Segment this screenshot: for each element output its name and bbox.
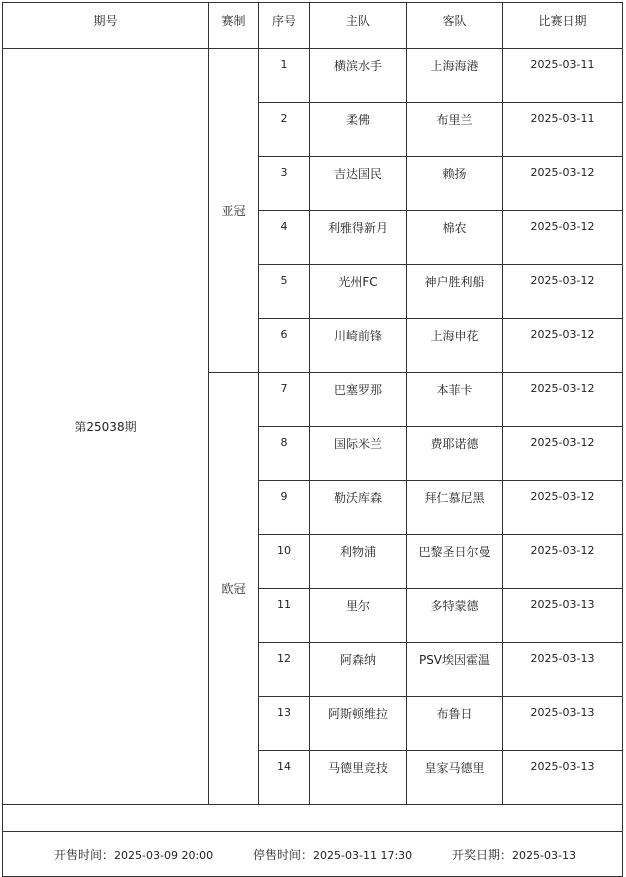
seq-cell: 10	[259, 535, 310, 589]
seq-cell: 7	[259, 373, 310, 427]
date-cell: 2025-03-13	[503, 589, 623, 643]
away-team-cell: 上海申花	[407, 319, 503, 373]
sale-start-label: 开售时间：	[54, 847, 115, 862]
away-team-cell: 棉农	[407, 211, 503, 265]
sale-start	[54, 846, 213, 863]
home-team-cell: 光州FC	[310, 265, 407, 319]
date-cell: 2025-03-12	[503, 535, 623, 589]
sale-stop-label: 停售时间：	[253, 847, 314, 862]
home-team-cell: 国际米兰	[310, 427, 407, 481]
sale-start-value: 2025-03-09 20:00	[114, 848, 214, 862]
competition-cell: 亚冠	[209, 49, 259, 373]
away-team-cell: 本菲卡	[407, 373, 503, 427]
date-cell: 2025-03-12	[503, 481, 623, 535]
header-period: 期号	[3, 3, 209, 49]
home-team-cell: 勒沃库森	[310, 481, 407, 535]
date-cell: 2025-03-12	[503, 427, 623, 481]
away-team-cell: 上海海港	[407, 49, 503, 103]
match-body	[3, 49, 623, 877]
seq-cell: 14	[259, 751, 310, 805]
date-cell: 2025-03-11	[503, 103, 623, 157]
home-team-cell: 柔佛	[310, 103, 407, 157]
away-team-cell: 赖扬	[407, 157, 503, 211]
home-team-cell: 利物浦	[310, 535, 407, 589]
home-team-cell: 阿森纳	[310, 643, 407, 697]
seq-cell: 4	[259, 211, 310, 265]
footer-row	[3, 832, 623, 877]
header-date: 比赛日期	[503, 3, 623, 49]
sale-stop-value: 2025-03-11 17:30	[313, 848, 413, 862]
away-team-cell: 神户胜利船	[407, 265, 503, 319]
seq-cell: 8	[259, 427, 310, 481]
seq-cell: 6	[259, 319, 310, 373]
date-cell: 2025-03-12	[503, 265, 623, 319]
away-team-cell: PSV埃因霍温	[407, 643, 503, 697]
draw-date-value: 2025-03-13	[512, 848, 576, 862]
date-cell: 2025-03-13	[503, 751, 623, 805]
away-team-cell: 多特蒙德	[407, 589, 503, 643]
away-team-cell: 皇家马德里	[407, 751, 503, 805]
date-cell: 2025-03-11	[503, 49, 623, 103]
blank-row	[3, 805, 623, 832]
home-team-cell: 巴塞罗那	[310, 373, 407, 427]
home-team-cell: 利雅得新月	[310, 211, 407, 265]
period-cell: 第25038期	[3, 49, 209, 805]
date-cell: 2025-03-12	[503, 157, 623, 211]
header-seq: 序号	[259, 3, 310, 49]
away-team-cell: 费耶诺德	[407, 427, 503, 481]
sale-stop	[253, 846, 412, 863]
seq-cell: 3	[259, 157, 310, 211]
seq-cell: 2	[259, 103, 310, 157]
home-team-cell: 横滨水手	[310, 49, 407, 103]
away-team-cell: 布鲁日	[407, 697, 503, 751]
blank-cell	[3, 805, 623, 832]
home-team-cell: 阿斯顿维拉	[310, 697, 407, 751]
home-team-cell: 里尔	[310, 589, 407, 643]
date-cell: 2025-03-12	[503, 211, 623, 265]
header-home: 主队	[310, 3, 407, 49]
footer-cell	[3, 832, 623, 877]
draw-date-label: 开奖日期：	[452, 847, 513, 862]
home-team-cell: 川崎前锋	[310, 319, 407, 373]
away-team-cell: 布里兰	[407, 103, 503, 157]
home-team-cell: 马德里竞技	[310, 751, 407, 805]
away-team-cell: 拜仁慕尼黑	[407, 481, 503, 535]
seq-cell: 1	[259, 49, 310, 103]
header-away: 客队	[407, 3, 503, 49]
table-row	[3, 49, 623, 103]
away-team-cell: 巴黎圣日尔曼	[407, 535, 503, 589]
seq-cell: 5	[259, 265, 310, 319]
seq-cell: 11	[259, 589, 310, 643]
match-table	[2, 2, 623, 877]
competition-cell: 欧冠	[209, 373, 259, 805]
date-cell: 2025-03-13	[503, 697, 623, 751]
date-cell: 2025-03-12	[503, 319, 623, 373]
seq-cell: 9	[259, 481, 310, 535]
draw-date	[452, 846, 576, 863]
sale-info	[3, 846, 622, 863]
seq-cell: 13	[259, 697, 310, 751]
date-cell: 2025-03-13	[503, 643, 623, 697]
home-team-cell: 吉达国民	[310, 157, 407, 211]
date-cell: 2025-03-12	[503, 373, 623, 427]
match-schedule-sheet	[2, 2, 624, 862]
seq-cell: 12	[259, 643, 310, 697]
header-competition: 赛制	[209, 3, 259, 49]
header-row	[3, 3, 623, 49]
